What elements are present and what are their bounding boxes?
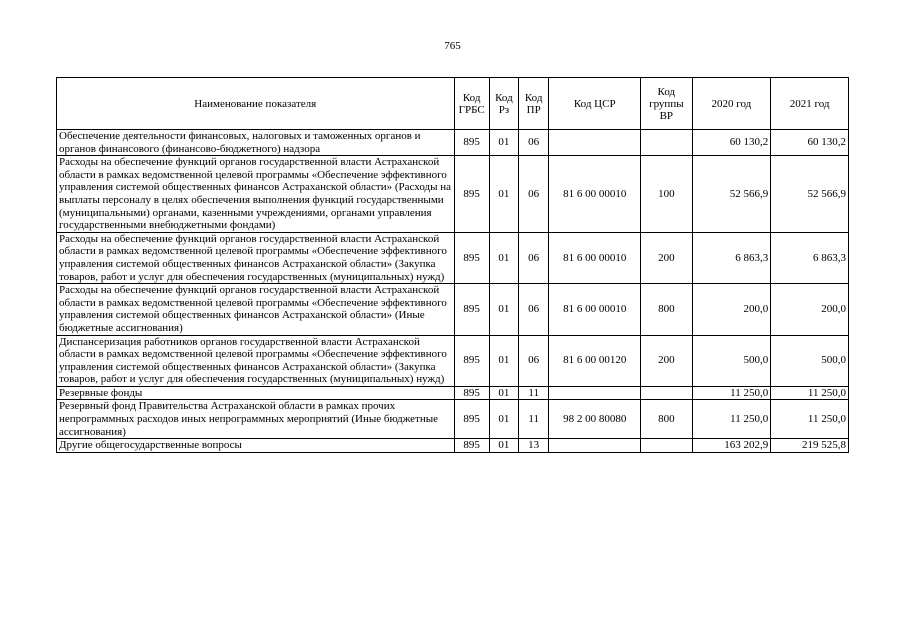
row-rz: 01 bbox=[489, 232, 518, 283]
table-row bbox=[57, 156, 849, 233]
row-name: Диспансеризация работников органов государственной власти Астраханской области в рамках ведомственной целевой программы «Обеспечение эффективного управления системой общественных финансов Астраханской области» (Закупка товаров, работ и услуг для обеспечения государственных (муниципальных) нужд) bbox=[57, 335, 455, 386]
row-name: Обеспечение деятельности финансовых, налоговых и таможенных органов и органов финансового (финансово-бюджетного) надзора bbox=[57, 130, 455, 156]
row-vr bbox=[641, 439, 692, 453]
table-row bbox=[57, 400, 849, 439]
row-2021: 11 250,0 bbox=[771, 386, 849, 400]
row-2020: 11 250,0 bbox=[692, 400, 771, 439]
row-name: Расходы на обеспечение функций органов государственной власти Астраханской области в рамках ведомственной целевой программы «Обеспечение эффективного управления системой общественных финансов Астраханской области» (Иные бюджетные ассигнования) bbox=[57, 284, 455, 335]
row-csr bbox=[549, 386, 641, 400]
table-row bbox=[57, 232, 849, 283]
row-vr bbox=[641, 130, 692, 156]
table-row bbox=[57, 386, 849, 400]
row-vr: 100 bbox=[641, 156, 692, 233]
row-pr: 06 bbox=[519, 232, 549, 283]
row-2021: 6 863,3 bbox=[771, 232, 849, 283]
row-csr: 98 2 00 80080 bbox=[549, 400, 641, 439]
row-rz: 01 bbox=[489, 130, 518, 156]
row-rz: 01 bbox=[489, 386, 518, 400]
table-row bbox=[57, 439, 849, 453]
row-grbs: 895 bbox=[454, 232, 489, 283]
row-pr: 11 bbox=[519, 400, 549, 439]
row-2020: 6 863,3 bbox=[692, 232, 771, 283]
header-csr: Код ЦСР bbox=[549, 78, 641, 130]
row-rz: 01 bbox=[489, 156, 518, 233]
page-number: 765 bbox=[444, 40, 461, 52]
row-2021: 11 250,0 bbox=[771, 400, 849, 439]
row-csr bbox=[549, 130, 641, 156]
row-grbs: 895 bbox=[454, 335, 489, 386]
header-grbs: Код ГРБС bbox=[454, 78, 489, 130]
row-pr: 13 bbox=[519, 439, 549, 453]
row-rz: 01 bbox=[489, 400, 518, 439]
table-header-row bbox=[57, 78, 849, 130]
row-name: Расходы на обеспечение функций органов государственной власти Астраханской области в рамках ведомственной целевой программы «Обеспечение эффективного управления системой общественных финансов Астраханской области» (Расходы на выплаты персоналу в целях обеспечения выполнения функций государственными (муниципальными) органами, казенными учреждениями, органами управления государственными внебюджетными фондами) bbox=[57, 156, 455, 233]
row-rz: 01 bbox=[489, 335, 518, 386]
header-2021: 2021 год bbox=[771, 78, 849, 130]
row-csr: 81 6 00 00010 bbox=[549, 156, 641, 233]
row-2020: 500,0 bbox=[692, 335, 771, 386]
row-grbs: 895 bbox=[454, 156, 489, 233]
row-vr: 200 bbox=[641, 232, 692, 283]
row-2020: 200,0 bbox=[692, 284, 771, 335]
row-rz: 01 bbox=[489, 439, 518, 453]
row-2020: 11 250,0 bbox=[692, 386, 771, 400]
row-2021: 52 566,9 bbox=[771, 156, 849, 233]
row-pr: 06 bbox=[519, 335, 549, 386]
row-2020: 60 130,2 bbox=[692, 130, 771, 156]
row-csr: 81 6 00 00010 bbox=[549, 232, 641, 283]
header-vr: Код группы ВР bbox=[641, 78, 692, 130]
row-rz: 01 bbox=[489, 284, 518, 335]
row-pr: 11 bbox=[519, 386, 549, 400]
row-vr bbox=[641, 386, 692, 400]
row-2021: 60 130,2 bbox=[771, 130, 849, 156]
row-csr: 81 6 00 00010 bbox=[549, 284, 641, 335]
row-name: Расходы на обеспечение функций органов государственной власти Астраханской области в рамках ведомственной целевой программы «Обеспечение эффективного управления системой общественных финансов Астраханской области» (Закупка товаров, работ и услуг для обеспечения государственных (муниципальных) нужд) bbox=[57, 232, 455, 283]
row-name: Другие общегосударственные вопросы bbox=[57, 439, 455, 453]
table-row bbox=[57, 284, 849, 335]
row-grbs: 895 bbox=[454, 400, 489, 439]
row-vr: 800 bbox=[641, 284, 692, 335]
header-rz: Код Рз bbox=[489, 78, 518, 130]
row-2020: 52 566,9 bbox=[692, 156, 771, 233]
row-pr: 06 bbox=[519, 130, 549, 156]
row-2021: 219 525,8 bbox=[771, 439, 849, 453]
row-vr: 800 bbox=[641, 400, 692, 439]
row-pr: 06 bbox=[519, 156, 549, 233]
row-csr: 81 6 00 00120 bbox=[549, 335, 641, 386]
row-grbs: 895 bbox=[454, 439, 489, 453]
row-pr: 06 bbox=[519, 284, 549, 335]
table-row bbox=[57, 335, 849, 386]
row-name: Резервный фонд Правительства Астраханской области в рамках прочих непрограммных расходов иных непрограммных мероприятий (Иные бюджетные ассигнования) bbox=[57, 400, 455, 439]
row-2021: 200,0 bbox=[771, 284, 849, 335]
row-vr: 200 bbox=[641, 335, 692, 386]
row-grbs: 895 bbox=[454, 130, 489, 156]
row-2020: 163 202,9 bbox=[692, 439, 771, 453]
row-grbs: 895 bbox=[454, 386, 489, 400]
budget-table bbox=[56, 77, 849, 453]
table-row bbox=[57, 130, 849, 156]
header-name: Наименование показателя bbox=[57, 78, 455, 130]
header-pr: Код ПР bbox=[519, 78, 549, 130]
row-csr bbox=[549, 439, 641, 453]
row-2021: 500,0 bbox=[771, 335, 849, 386]
row-grbs: 895 bbox=[454, 284, 489, 335]
header-2020: 2020 год bbox=[692, 78, 771, 130]
row-name: Резервные фонды bbox=[57, 386, 455, 400]
